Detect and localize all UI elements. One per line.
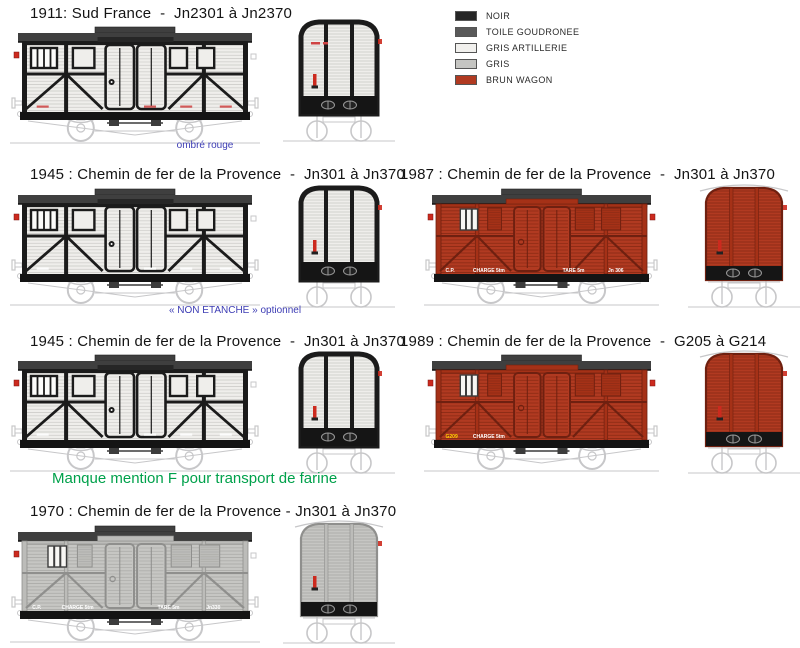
wagon-1970-side-view	[10, 521, 260, 647]
wagon-1945b-end-view	[283, 344, 395, 476]
section-title-1987: 1987 : Chemin de fer de la Provence - Jn301 à Jn370	[400, 166, 775, 183]
wagon-1911-end-view	[283, 12, 395, 144]
legend-item-gris-artillerie	[455, 40, 579, 56]
wagon-1987-side-view	[424, 184, 659, 310]
svg-text:CHARGE 5tm: CHARGE 5tm	[472, 268, 505, 274]
caption-non-etanche: « NON ETANCHE » optionnel	[168, 305, 302, 316]
legend-label-brun-wagon: BRUN WAGON	[486, 75, 553, 85]
legend-item-brun-wagon	[455, 72, 579, 88]
legend-swatch-brun-wagon	[455, 75, 477, 85]
note-farine: Manque mention F pour transport de farine	[52, 470, 338, 487]
section-title-1945b: 1945 : Chemin de fer de la Provence - Jn301 à Jn370	[30, 333, 405, 350]
svg-text:CHARGE 5tm: CHARGE 5tm	[61, 605, 94, 611]
section-title-1970: 1970 : Chemin de fer de la Provence - Jn301 à Jn370	[30, 503, 397, 520]
legend-label-toile-goudronee: TOILE GOUDRONEE	[486, 27, 580, 37]
legend-swatch-noir	[455, 11, 477, 21]
legend-label-gris: GRIS	[486, 59, 510, 69]
legend-item-toile-goudronee	[455, 24, 579, 40]
wagon-1970-end-view	[283, 514, 395, 646]
legend-label-gris-artillerie: GRIS ARTILLERIE	[486, 43, 568, 53]
section-title-1989: 1989 : Chemin de fer de la Provence - G205 à G214	[400, 333, 767, 350]
section-title-1911: 1911: Sud France - Jn2301 à Jn2370	[30, 5, 293, 22]
wagon-1989-side-view	[424, 350, 659, 476]
caption-ombre-rouge: ombré rouge	[176, 140, 234, 151]
svg-text:TARE 5m: TARE 5m	[562, 268, 585, 274]
svg-text:C.P.: C.P.	[32, 605, 42, 611]
svg-text:G209: G209	[445, 434, 458, 440]
wagon-1945a-side-view	[10, 184, 260, 310]
svg-text:TARE 5m: TARE 5m	[157, 605, 180, 611]
legend-label-noir: NOIR	[486, 11, 511, 21]
wagon-1945b-side-view	[10, 350, 260, 476]
legend-item-noir	[455, 8, 579, 24]
legend-swatch-gris	[455, 59, 477, 69]
section-title-1945a: 1945 : Chemin de fer de la Provence - Jn301 à Jn370	[30, 166, 405, 183]
svg-text:C.P.: C.P.	[445, 268, 455, 274]
legend-item-gris	[455, 56, 579, 72]
color-legend	[455, 8, 579, 88]
legend-swatch-toile-goudronee	[455, 27, 477, 37]
wagon-1911-side-view	[10, 22, 260, 148]
wagon-1945a-end-view	[283, 178, 395, 310]
svg-text:CHARGE 5tm: CHARGE 5tm	[472, 434, 505, 440]
svg-text:Jn 306: Jn 306	[608, 268, 624, 274]
wagon-1989-end-view	[688, 344, 800, 476]
wagon-1987-end-view	[688, 178, 800, 310]
svg-text:Jn330: Jn330	[206, 605, 221, 611]
legend-swatch-gris-artillerie	[455, 43, 477, 53]
